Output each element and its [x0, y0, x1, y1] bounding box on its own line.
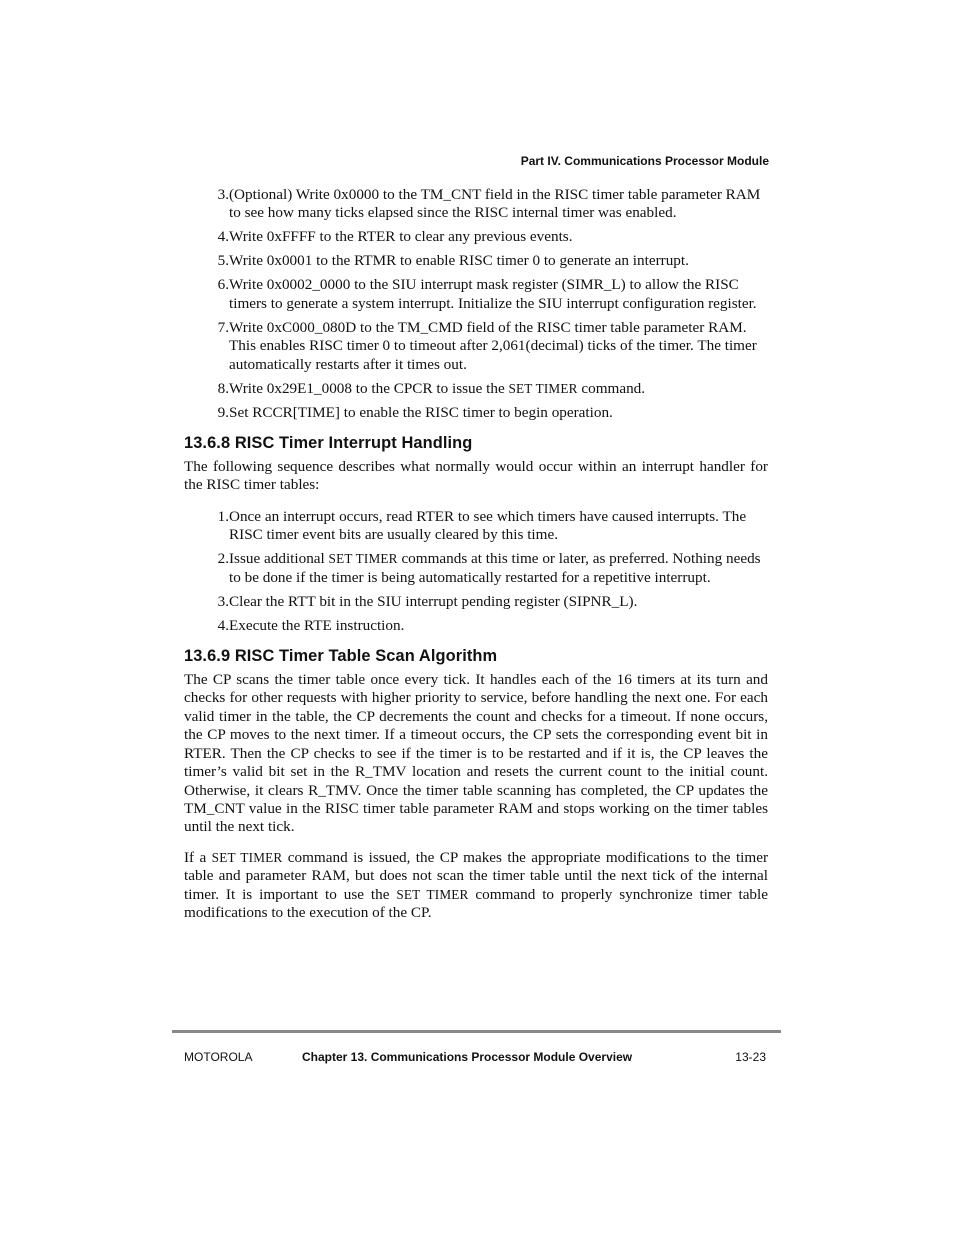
item-text-part: Write 0x0001 to the RTMR to enable RISC timer 0 to generate an interrupt.: [229, 252, 689, 270]
item-text-part: Issue additional: [229, 550, 329, 568]
item-number: 7.: [217, 318, 229, 336]
footer-divider: [172, 1030, 781, 1033]
list-item: [184, 617, 768, 635]
command-name: SET TIMER: [328, 551, 398, 567]
item-text-part: Clear the RTT bit in the SIU interrupt pending register (SIPNR_L).: [229, 592, 638, 610]
list-item: [184, 508, 768, 545]
list-item: [184, 550, 768, 587]
command-name: SET TIMER: [508, 380, 578, 396]
paragraph-part: If a: [184, 848, 212, 866]
item-text-part: Write 0x29E1_0008 to the CPCR to issue the: [229, 379, 509, 397]
item-number: 6.: [217, 276, 229, 294]
item-number: 4.: [217, 228, 229, 246]
item-number: 5.: [217, 252, 229, 270]
item-number: 2.: [217, 550, 229, 568]
list-item: [184, 319, 768, 374]
list-item: [184, 186, 768, 223]
item-text: [229, 252, 768, 270]
item-text-part: commands at this time or later, as preferred. Nothing needs to be done if the timer is being automatically restarted for a repetitive interrupt.: [229, 550, 761, 586]
item-text-part: Write 0x0002_0000 to the SIU interrupt mask register (SIMR_L) to allow the RISC timers to generate a system interrupt. Initialize the SIU interrupt configuration register.: [229, 276, 757, 312]
list-item: [184, 380, 768, 398]
footer-chapter-title: Chapter 13. Communications Processor Module Overview: [302, 1050, 633, 1064]
item-text: [229, 380, 768, 398]
item-text-part: Write 0xFFFF to the RTER to clear any previous events.: [229, 228, 573, 246]
command-name: SET TIMER: [396, 886, 469, 902]
list-item: [184, 404, 768, 422]
handler-steps-list: [184, 508, 768, 635]
running-header: Part IV. Communications Processor Module: [520, 154, 769, 168]
list-item: [184, 593, 768, 611]
item-text: [229, 508, 768, 545]
item-text-part: Write 0xC000_080D to the TM_CMD field of the RISC timer table parameter RAM. This enables RISC timer 0 to timeout after 2,061(decimal) ticks of the timer. The timer automatically restarts after it times out.: [229, 318, 757, 373]
section-intro: The following sequence describes what normally would occur within an interrupt handler for the RISC timer tables:: [184, 458, 768, 494]
item-text: [229, 593, 768, 611]
page-content: [184, 186, 768, 922]
item-text-part: Execute the RTE instruction.: [229, 616, 405, 634]
footer-company: MOTOROLA: [184, 1050, 253, 1064]
body-paragraph: [184, 849, 768, 923]
command-name: SET TIMER: [211, 849, 283, 865]
item-text-part: (Optional) Write 0x0000 to the TM_CNT field in the RISC timer table parameter RAM to see how many ticks elapsed since the RISC internal timer was enabled.: [229, 186, 761, 222]
item-text: [229, 404, 768, 422]
page-number: 13-23: [735, 1050, 766, 1064]
item-number: 1.: [217, 507, 229, 525]
item-text: [229, 276, 768, 313]
item-text: [229, 319, 768, 374]
item-number: 9.: [217, 403, 229, 421]
list-item: [184, 228, 768, 246]
paragraph-part: command is issued, the CP makes the appropriate modifications to the timer table and parameter RAM, but does not scan the timer table until the next tick of the internal timer. It is important to use the: [184, 848, 769, 903]
list-item: [184, 276, 768, 313]
item-number: 4.: [217, 616, 229, 634]
paragraph-part: command to properly synchronize timer table modifications to the execution of the CP.: [184, 885, 768, 921]
item-text: [229, 186, 768, 223]
item-number: 8.: [217, 379, 229, 397]
item-text-part: Once an interrupt occurs, read RTER to see which timers have caused interrupts. The RISC timer event bits are usually cleared by this time.: [229, 507, 747, 544]
item-number: 3.: [217, 592, 229, 610]
list-item: [184, 252, 768, 270]
item-text-part: Set RCCR[TIME] to enable the RISC timer to begin operation.: [229, 403, 613, 421]
item-text: [229, 228, 768, 246]
body-paragraph: The CP scans the timer table once every tick. It handles each of the 16 timers at its turn and checks for other requests with higher priority to service, before handling the next one. For each valid timer in the table, the CP decrements the count and checks for a timeout. If none occurs, the CP moves to the next timer. If a timeout occurs, the CP sets the corresponding event bit in RTER. Then the CP checks to see if the timer is to be restarted and if it is, the CP leaves the timer’s valid bit set in the R_TMV location and resets the current count to the initial count. Otherwise, it clears R_TMV. Once the timer table scanning has completed, the CP updates the TM_CNT value in the RISC timer table parameter RAM and stops working on the timer tables until the next tick.: [184, 671, 768, 836]
item-text: [229, 617, 768, 635]
section-heading: 13.6.9 RISC Timer Table Scan Algorithm: [184, 647, 498, 666]
item-text-part: command.: [577, 379, 646, 397]
item-number: 3.: [217, 186, 229, 203]
section-heading: 13.6.8 RISC Timer Interrupt Handling: [184, 434, 473, 453]
procedure-list: [184, 186, 768, 422]
item-text: [229, 550, 768, 587]
